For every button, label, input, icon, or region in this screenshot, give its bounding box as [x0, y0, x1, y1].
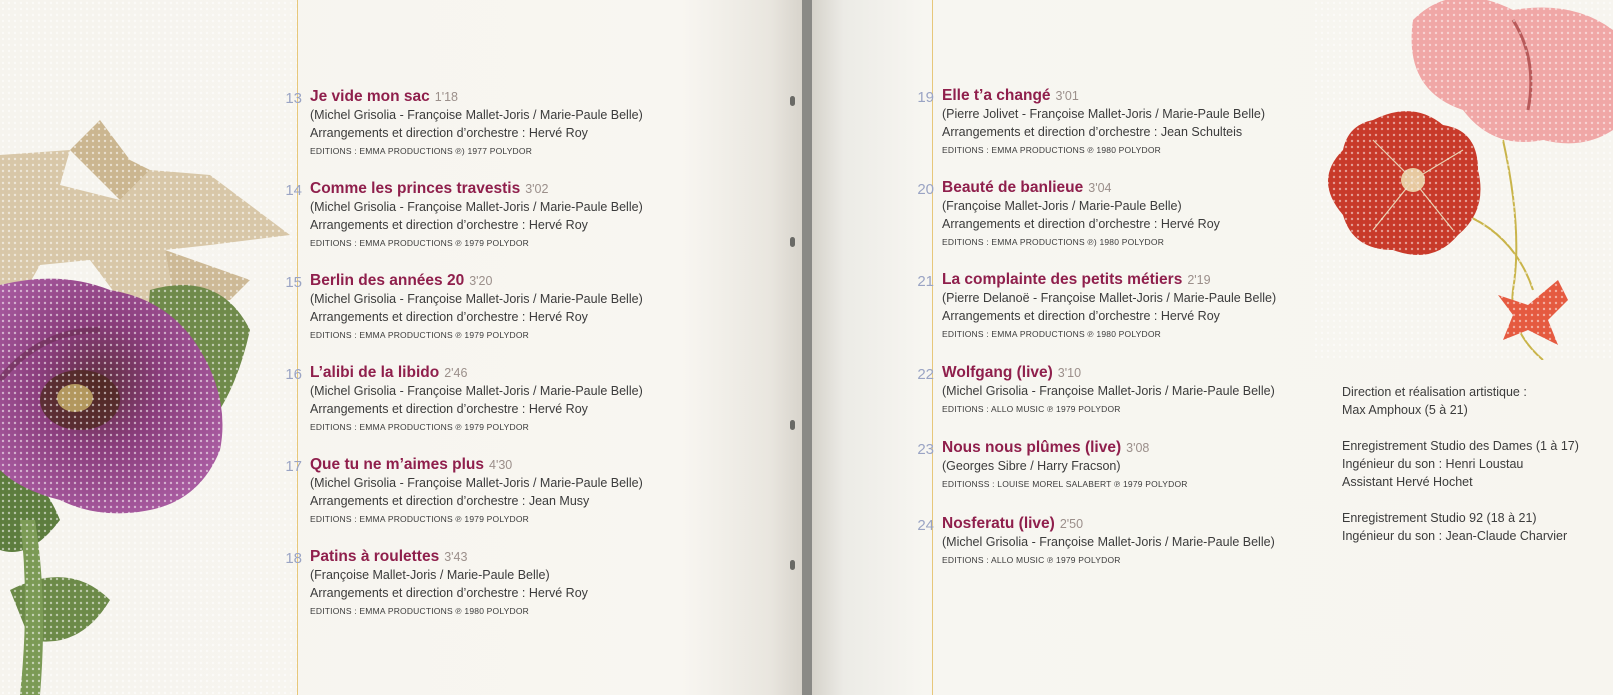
track-authors: (Françoise Mallet-Joris / Marie-Paule Belle) — [942, 199, 1182, 213]
track-duration: 3'20 — [469, 274, 493, 288]
track-authors: (Françoise Mallet-Joris / Marie-Paule Belle) — [310, 568, 550, 582]
track-authors: (Pierre Jolivet - Françoise Mallet-Joris / Marie-Paule Belle) — [942, 107, 1266, 121]
track-duration: 3'01 — [1055, 89, 1079, 103]
right-page — [812, 0, 1613, 695]
credit-line: Ingénieur du son : Jean-Claude Charvier — [1342, 529, 1568, 543]
binding-stitch — [790, 560, 795, 570]
credit-line: Enregistrement Studio 92 (18 à 21) — [1342, 511, 1537, 525]
track-arrangement: Arrangements et direction d’orchestre : Hervé Roy — [310, 586, 588, 600]
violet-flower-illustration — [0, 0, 300, 695]
track-title: Wolfgang (live) — [942, 364, 1053, 381]
track-title: Comme les princes travestis — [310, 180, 521, 197]
credit-line: Enregistrement Studio des Dames (1 à 17) — [1342, 439, 1579, 453]
track-authors: (Georges Sibre / Harry Fracson) — [942, 459, 1121, 473]
track-editions: EDITIONS : EMMA PRODUCTIONS ℗) 1980 POLYDOR — [942, 237, 1165, 247]
production-credits — [1342, 383, 1579, 545]
track-duration: 2'19 — [1187, 273, 1211, 287]
track-editions: EDITIONSS : LOUISE MOREL SALABERT ℗ 1979 POLYDOR — [942, 479, 1188, 489]
track-duration: 4'30 — [489, 458, 513, 472]
track-arrangement: Arrangements et direction d’orchestre : Hervé Roy — [942, 309, 1220, 323]
track-duration: 3'08 — [1126, 441, 1150, 455]
track-authors: (Michel Grisolia - Françoise Mallet-Joris / Marie-Paule Belle) — [942, 384, 1275, 398]
track-title: Berlin des années 20 — [310, 272, 465, 289]
credit-line: Max Amphoux (5 à 21) — [1342, 403, 1468, 417]
track-number: 19 — [917, 89, 934, 106]
binding-stitch — [790, 237, 795, 247]
track-number: 17 — [285, 458, 302, 475]
track-number: 24 — [917, 517, 934, 534]
track-title: Je vide mon sac — [310, 88, 430, 105]
credit-line — [1342, 419, 1579, 437]
track-number: 13 — [285, 90, 302, 107]
credit-line: Assistant Hervé Hochet — [1342, 475, 1473, 489]
track-title: Patins à roulettes — [310, 548, 440, 565]
track-title: Que tu ne m’aimes plus — [310, 456, 484, 473]
track-editions: EDITIONS : EMMA PRODUCTIONS ℗ 1979 POLYDOR — [310, 422, 530, 432]
track-authors: (Michel Grisolia - Françoise Mallet-Joris / Marie-Paule Belle) — [310, 200, 643, 214]
track-title: L’alibi de la libido — [310, 364, 440, 381]
track-editions: EDITIONS : EMMA PRODUCTIONS ℗ 1980 POLYDOR — [310, 606, 530, 616]
credit-line — [1342, 491, 1579, 509]
track-authors: (Michel Grisolia - Françoise Mallet-Joris / Marie-Paule Belle) — [310, 384, 643, 398]
track-editions: EDITIONS : EMMA PRODUCTIONS ℗ 1979 POLYDOR — [310, 238, 530, 248]
track-number: 23 — [917, 441, 934, 458]
track-arrangement: Arrangements et direction d’orchestre : Hervé Roy — [942, 217, 1220, 231]
track-authors: (Michel Grisolia - Françoise Mallet-Joris / Marie-Paule Belle) — [942, 535, 1275, 549]
track-arrangement: Arrangements et direction d’orchestre : Hervé Roy — [310, 310, 588, 324]
track-title: Beauté de banlieue — [942, 179, 1084, 196]
track-title: Elle t’a changé — [942, 87, 1051, 104]
track-editions: EDITIONS : ALLO MUSIC ℗ 1979 POLYDOR — [942, 404, 1121, 414]
red-flower-illustration — [1313, 0, 1613, 360]
credit-line: Ingénieur du son : Henri Loustau — [1342, 457, 1524, 471]
track-duration: 2'46 — [444, 366, 468, 380]
track-number: 20 — [917, 181, 934, 198]
track-number: 14 — [285, 182, 302, 199]
track-editions: EDITIONS : EMMA PRODUCTIONS ℗) 1977 POLYDOR — [310, 146, 533, 156]
track-duration: 1'18 — [434, 90, 459, 104]
track-arrangement: Arrangements et direction d’orchestre : Hervé Roy — [310, 402, 588, 416]
binding-stitch — [790, 96, 795, 106]
track-duration: 3'02 — [525, 182, 549, 196]
track-authors: (Michel Grisolia - Françoise Mallet-Joris / Marie-Paule Belle) — [310, 476, 643, 490]
track-title: Nosferatu (live) — [942, 515, 1055, 532]
track-arrangement: Arrangements et direction d’orchestre : Jean Schulteis — [942, 125, 1243, 139]
track-number: 21 — [917, 273, 934, 290]
track-duration: 2'50 — [1059, 517, 1084, 531]
track-arrangement: Arrangements et direction d’orchestre : Jean Musy — [310, 494, 590, 508]
credit-line: Direction et réalisation artistique : — [1342, 385, 1527, 399]
track-title: Nous nous plûmes (live) — [942, 439, 1122, 456]
track-authors: (Michel Grisolia - Françoise Mallet-Joris / Marie-Paule Belle) — [310, 108, 643, 122]
track-editions: EDITIONS : ALLO MUSIC ℗ 1979 POLYDOR — [942, 555, 1121, 565]
track-arrangement: Arrangements et direction d’orchestre : Hervé Roy — [310, 218, 588, 232]
track-title: La complainte des petits métiers — [942, 271, 1183, 288]
track-duration: 3'10 — [1057, 366, 1082, 380]
track-number: 16 — [285, 366, 302, 383]
track-duration: 3'04 — [1088, 181, 1112, 195]
track-editions: EDITIONS : EMMA PRODUCTIONS ℗ 1979 POLYDOR — [310, 514, 530, 524]
track-authors: (Pierre Delanoë - Françoise Mallet-Joris / Marie-Paule Belle) — [942, 291, 1277, 305]
left-page — [0, 0, 802, 695]
binding-stitch — [790, 420, 795, 430]
track-editions: EDITIONS : EMMA PRODUCTIONS ℗ 1980 POLYDOR — [942, 329, 1162, 339]
track-editions: EDITIONS : EMMA PRODUCTIONS ℗ 1979 POLYDOR — [310, 330, 530, 340]
track-editions: EDITIONS : EMMA PRODUCTIONS ℗ 1980 POLYDOR — [942, 145, 1162, 155]
track-number: 22 — [917, 366, 934, 383]
track-arrangement: Arrangements et direction d’orchestre : Hervé Roy — [310, 126, 588, 140]
track-authors: (Michel Grisolia - Françoise Mallet-Joris / Marie-Paule Belle) — [310, 292, 643, 306]
track-number: 15 — [285, 274, 302, 291]
track-duration: 3'43 — [444, 550, 468, 564]
track-number: 18 — [285, 550, 302, 567]
